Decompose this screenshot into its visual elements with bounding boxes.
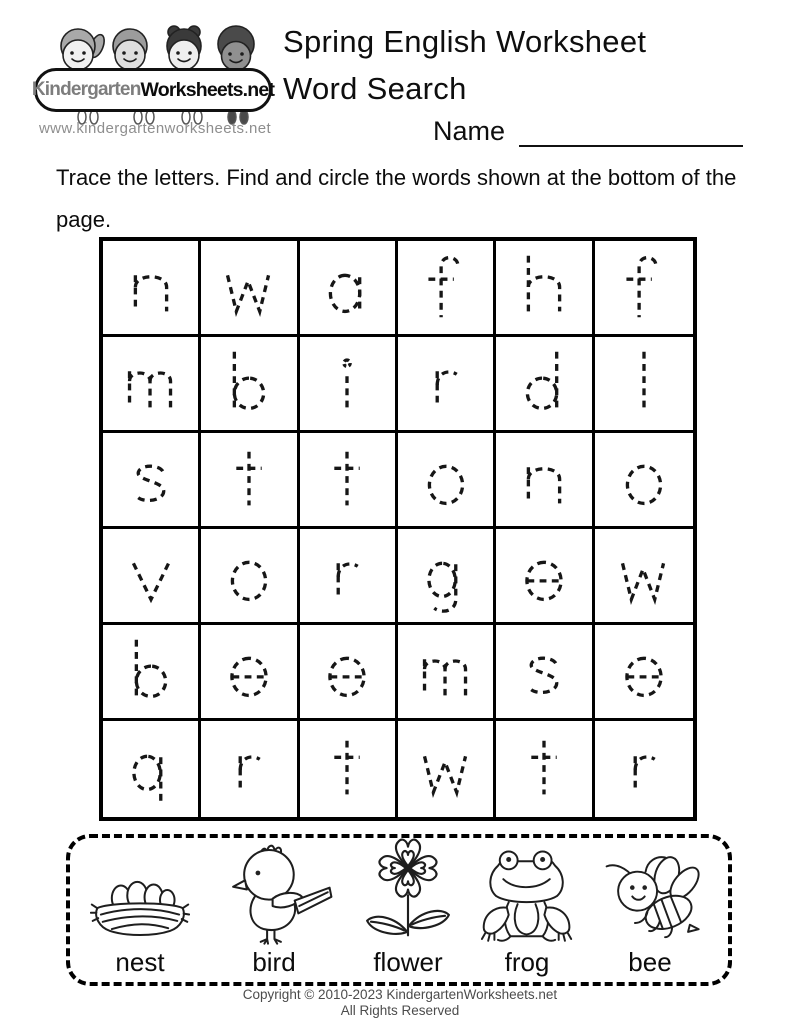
grid-cell-r4c5[interactable] xyxy=(496,529,594,625)
word-bank-item-flower xyxy=(358,835,458,978)
grid-cell-r6c2[interactable] xyxy=(201,721,299,817)
trace-letter-b xyxy=(218,343,280,425)
trace-letter-o xyxy=(613,439,675,521)
copyright-text: Copyright © 2010-2023 KindergartenWorksheets.net xyxy=(242,987,558,1002)
word-bank-item-bee xyxy=(596,853,704,978)
grid-cell-r6c3[interactable] xyxy=(300,721,398,817)
title-line-1: Spring English Worksheet xyxy=(283,24,647,59)
trace-letter-i xyxy=(316,343,378,425)
grid-cell-r3c6[interactable] xyxy=(595,433,693,529)
trace-letter-w xyxy=(218,247,280,329)
grid-cell-r1c4[interactable] xyxy=(398,241,496,337)
grid-cell-r5c3[interactable] xyxy=(300,625,398,721)
site-logo xyxy=(31,12,276,142)
rights-text: All Rights Reserved xyxy=(340,1003,460,1018)
trace-letter-v xyxy=(120,535,182,617)
trace-letter-d xyxy=(513,343,575,425)
trace-letter-r xyxy=(218,728,280,810)
trace-letter-o xyxy=(415,439,477,521)
grid-cell-r1c2[interactable] xyxy=(201,241,299,337)
trace-letter-b xyxy=(120,631,182,713)
trace-letter-w xyxy=(613,535,675,617)
trace-letter-g xyxy=(415,535,477,617)
name-field-row xyxy=(433,116,743,147)
frog-icon xyxy=(480,847,574,947)
grid-cell-r1c1[interactable] xyxy=(103,241,201,337)
trace-letter-f xyxy=(613,247,675,329)
trace-letter-o xyxy=(218,535,280,617)
grid-cell-r6c5[interactable] xyxy=(496,721,594,817)
logo-text-gray: Kindergarten xyxy=(31,79,141,100)
nest-icon xyxy=(90,873,190,947)
word-bank-item-frog xyxy=(480,847,574,978)
instructions-text: Trace the letters. Find and circle the words shown at the bottom of the page. xyxy=(56,165,737,232)
grid-cell-r1c6[interactable] xyxy=(595,241,693,337)
grid-cell-r5c2[interactable] xyxy=(201,625,299,721)
word-bank-word: bee xyxy=(628,947,672,977)
trace-letter-e xyxy=(513,535,575,617)
footer xyxy=(0,987,800,1019)
logo-banner xyxy=(31,68,275,112)
grid-cell-r3c2[interactable] xyxy=(201,433,299,529)
grid-cell-r3c5[interactable] xyxy=(496,433,594,529)
word-bank-word: flower xyxy=(373,947,443,977)
trace-letter-h xyxy=(513,247,575,329)
grid-cell-r6c6[interactable] xyxy=(595,721,693,817)
grid-cell-r2c3[interactable] xyxy=(300,337,398,433)
grid-cell-r4c3[interactable] xyxy=(300,529,398,625)
trace-letter-m xyxy=(120,343,182,425)
title-line-2: Word Search xyxy=(283,71,467,106)
grid-cell-r4c2[interactable] xyxy=(201,529,299,625)
trace-letter-n xyxy=(513,439,575,521)
grid-cell-r2c1[interactable] xyxy=(103,337,201,433)
word-bank-item-nest xyxy=(90,873,190,978)
grid-cell-r4c4[interactable] xyxy=(398,529,496,625)
trace-letter-m xyxy=(415,631,477,713)
word-bank-word: bird xyxy=(252,947,296,977)
logo-website-url: www.kindergartenworksheets.net xyxy=(38,120,272,137)
trace-letter-t xyxy=(513,728,575,810)
trace-letter-a xyxy=(316,247,378,329)
grid-cell-r2c4[interactable] xyxy=(398,337,496,433)
grid-cell-r1c5[interactable] xyxy=(496,241,594,337)
name-label: Name xyxy=(433,116,506,146)
trace-letter-w xyxy=(415,728,477,810)
bee-icon xyxy=(596,853,704,947)
trace-letter-r xyxy=(316,535,378,617)
grid-cell-r2c2[interactable] xyxy=(201,337,299,433)
page-title xyxy=(283,18,646,112)
grid-cell-r4c6[interactable] xyxy=(595,529,693,625)
trace-letter-n xyxy=(120,247,182,329)
name-fill-in-line[interactable] xyxy=(519,119,743,147)
trace-letter-t xyxy=(218,439,280,521)
grid-cell-r2c6[interactable] xyxy=(595,337,693,433)
trace-letter-s xyxy=(120,439,182,521)
grid-cell-r3c4[interactable] xyxy=(398,433,496,529)
grid-cell-r1c3[interactable] xyxy=(300,241,398,337)
grid-cell-r2c5[interactable] xyxy=(496,337,594,433)
trace-letter-r xyxy=(415,343,477,425)
grid-cell-r5c4[interactable] xyxy=(398,625,496,721)
trace-letter-t xyxy=(316,439,378,521)
trace-letter-e xyxy=(316,631,378,713)
kids-illustration xyxy=(46,12,266,76)
grid-cell-r5c1[interactable] xyxy=(103,625,201,721)
trace-letter-r xyxy=(613,728,675,810)
grid-cell-r3c3[interactable] xyxy=(300,433,398,529)
grid-cell-r6c4[interactable] xyxy=(398,721,496,817)
grid-cell-r3c1[interactable] xyxy=(103,433,201,529)
grid-cell-r4c1[interactable] xyxy=(103,529,201,625)
word-search-grid xyxy=(99,237,697,821)
grid-cell-r6c1[interactable] xyxy=(103,721,201,817)
word-bank-item-bird xyxy=(212,843,336,978)
bird-icon xyxy=(212,843,336,947)
grid-cell-r5c5[interactable] xyxy=(496,625,594,721)
trace-letter-q xyxy=(120,728,182,810)
trace-letter-t xyxy=(316,728,378,810)
trace-letter-l xyxy=(613,343,675,425)
trace-letter-s xyxy=(513,631,575,713)
trace-letter-e xyxy=(218,631,280,713)
logo-text-black: Worksheets.net xyxy=(140,78,275,101)
word-bank-word: frog xyxy=(504,947,550,977)
word-bank-word: nest xyxy=(115,947,165,977)
flower-icon xyxy=(358,835,458,947)
trace-letter-e xyxy=(613,631,675,713)
word-bank-box xyxy=(66,834,732,986)
trace-letter-f xyxy=(415,247,477,329)
grid-cell-r5c6[interactable] xyxy=(595,625,693,721)
